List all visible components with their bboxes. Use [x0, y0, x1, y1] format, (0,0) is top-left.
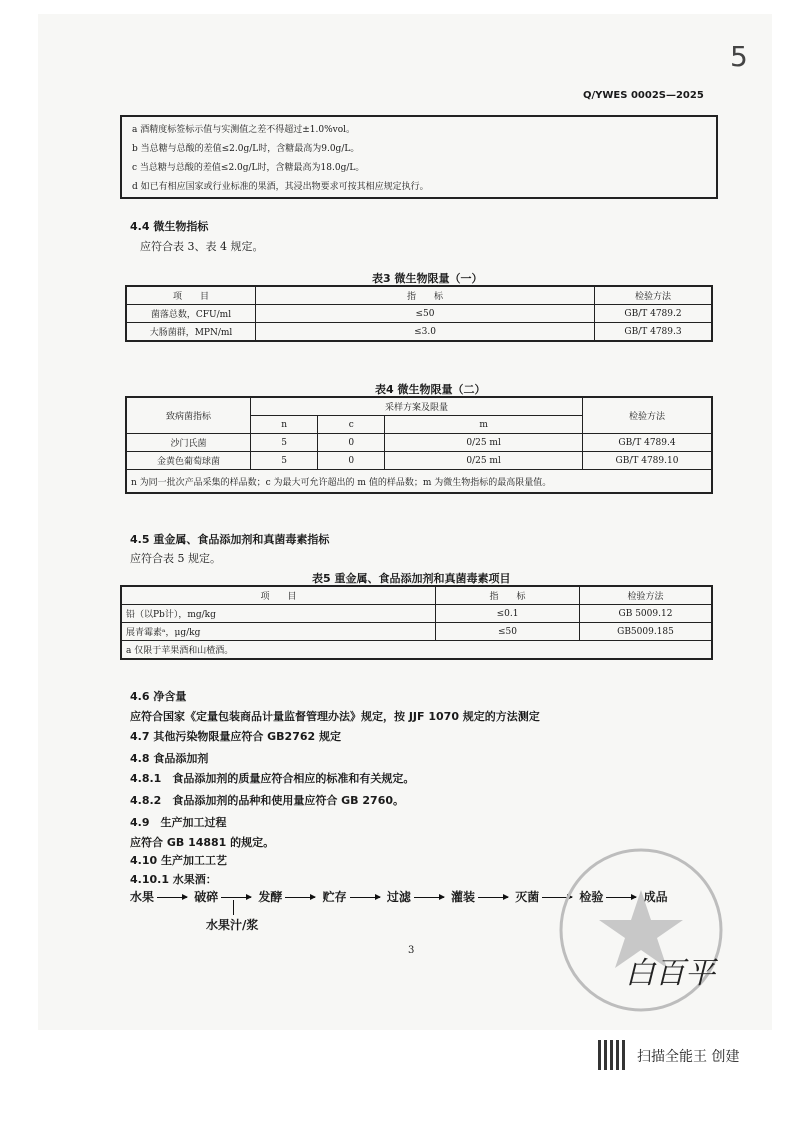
arrow-right-icon — [285, 897, 315, 898]
flow-step: 破碎 — [194, 890, 219, 904]
table3-header: 指 标 — [256, 286, 595, 305]
note-d: d 如已有相应国家或行业标准的果酒，其浸出物要求可按其相应规定执行。 — [132, 182, 429, 192]
table5-note: a 仅限于苹果酒和山楂酒。 — [121, 641, 712, 660]
table5-cell: ≤50 — [436, 623, 580, 641]
handwritten-page-mark: 5 — [730, 40, 748, 73]
table4-cell: 0/25 ml — [385, 434, 583, 452]
arrow-right-icon — [414, 897, 444, 898]
section-4-5-heading: 4.5 重金属、食品添加剂和真菌毒素指标 — [130, 533, 330, 546]
table5-cell: GB5009.185 — [580, 623, 713, 641]
flow-step: 灭菌 — [515, 890, 540, 904]
flow-step: 水果 — [130, 890, 155, 904]
flow-step: 检验 — [579, 890, 604, 904]
section-4-8-heading: 4.8 食品添加剂 — [130, 752, 209, 765]
flow-branch: 水果汁/浆 — [206, 918, 259, 932]
table-row — [126, 323, 712, 342]
signature: 白百平 — [625, 956, 715, 991]
arrow-right-icon — [221, 897, 251, 898]
page-number: 3 — [408, 945, 415, 956]
table4 — [125, 396, 713, 494]
table5-cell: 展青霉素ᵃ，μg/kg — [121, 623, 436, 641]
flow-step: 过滤 — [386, 890, 411, 904]
table3 — [125, 285, 713, 342]
branch-line — [233, 900, 234, 915]
section-4-6-heading: 4.6 净含量 — [130, 690, 187, 703]
section-4-8-2: 4.8.2 食品添加剂的品种和使用量应符合 GB 2760。 — [130, 794, 405, 807]
table5-header: 检验方法 — [580, 586, 713, 605]
table4-cell: 5 — [251, 434, 318, 452]
table-row — [121, 623, 712, 641]
table3-caption: 表3 微生物限量（一） — [372, 272, 483, 285]
table5-cell: ≤0.1 — [436, 605, 580, 623]
document-code: Q/YWES 0002S—2025 — [583, 90, 704, 101]
section-4-6-text: 应符合国家《定量包装商品计量监督管理办法》规定，按 JJF 1070 规定的方法测定 — [130, 710, 540, 723]
section-4-5-text: 应符合表 5 规定。 — [130, 552, 221, 565]
table4-caption: 表4 微生物限量（二） — [375, 383, 486, 396]
table5-caption: 表5 重金属、食品添加剂和真菌毒素项目 — [312, 572, 511, 585]
table5-header: 项 目 — [121, 586, 436, 605]
table4-cell: 0 — [318, 434, 385, 452]
table3-cell: 大肠菌群，MPN/ml — [126, 323, 256, 342]
table5-header: 指 标 — [436, 586, 580, 605]
table5 — [120, 585, 713, 660]
table4-cell: GB/T 4789.10 — [583, 452, 713, 470]
table3-cell: GB/T 4789.2 — [595, 305, 713, 323]
table3-cell: GB/T 4789.3 — [595, 323, 713, 342]
qr-code-icon — [598, 1040, 628, 1070]
section-4-7: 4.7 其他污染物限量应符合 GB2762 规定 — [130, 730, 342, 743]
table4-cell: 5 — [251, 452, 318, 470]
table4-cell: 沙门氏菌 — [126, 434, 251, 452]
arrow-right-icon — [350, 897, 380, 898]
note-a: a 酒精度标签标示值与实测值之差不得超过±1.0%vol。 — [132, 125, 356, 135]
table4-cell: 0 — [318, 452, 385, 470]
table3-cell: ≤3.0 — [256, 323, 595, 342]
flow-step: 贮存 — [322, 890, 347, 904]
section-4-9-text: 应符合 GB 14881 的规定。 — [130, 836, 275, 849]
note-c: c 当总糖与总酸的差值≤2.0g/L时，含糖最高为18.0g/L。 — [132, 163, 365, 173]
table3-header: 检验方法 — [595, 286, 713, 305]
section-4-8-1: 4.8.1 食品添加剂的质量应符合相应的标准和有关规定。 — [130, 772, 415, 785]
notes-box — [120, 115, 718, 199]
table4-note: n 为同一批次产品采集的样品数；c 为最大可允许超出的 m 值的样品数；m 为微生物指标的最高限量值。 — [126, 470, 712, 494]
table-row — [121, 605, 712, 623]
flow-step: 成品 — [643, 890, 668, 904]
table4-cell: 0/25 ml — [385, 452, 583, 470]
table4-header: 采样方案及限量 — [251, 397, 583, 416]
table4-subheader: m — [385, 416, 583, 434]
table-row — [126, 434, 712, 452]
section-4-4-text: 应符合表 3、表 4 规定。 — [140, 240, 264, 253]
table4-subheader: c — [318, 416, 385, 434]
table3-cell: 菌落总数，CFU/ml — [126, 305, 256, 323]
table-row — [126, 305, 712, 323]
table3-header: 项 目 — [126, 286, 256, 305]
table4-cell: 金黄色葡萄球菌 — [126, 452, 251, 470]
section-4-9-heading: 4.9 生产加工过程 — [130, 816, 227, 829]
table5-cell: GB 5009.12 — [580, 605, 713, 623]
flow-step: 灌装 — [451, 890, 476, 904]
table4-header: 检验方法 — [583, 397, 713, 434]
section-4-4-heading: 4.4 微生物指标 — [130, 220, 209, 233]
section-4-10-1: 4.10.1 水果酒： — [130, 873, 217, 886]
table-row — [126, 452, 712, 470]
table4-header: 致病菌指标 — [126, 397, 251, 434]
table5-cell: 铅（以Pb计），mg/kg — [121, 605, 436, 623]
note-b: b 当总糖与总酸的差值≤2.0g/L时，含糖最高为9.0g/L。 — [132, 144, 360, 154]
flow-step: 发酵 — [258, 890, 283, 904]
table3-cell: ≤50 — [256, 305, 595, 323]
table4-subheader: n — [251, 416, 318, 434]
arrow-right-icon — [478, 897, 508, 898]
arrow-right-icon — [157, 897, 187, 898]
table4-cell: GB/T 4789.4 — [583, 434, 713, 452]
section-4-10-heading: 4.10 生产加工工艺 — [130, 854, 227, 867]
scanner-label: 扫描全能王 创建 — [637, 1049, 740, 1065]
